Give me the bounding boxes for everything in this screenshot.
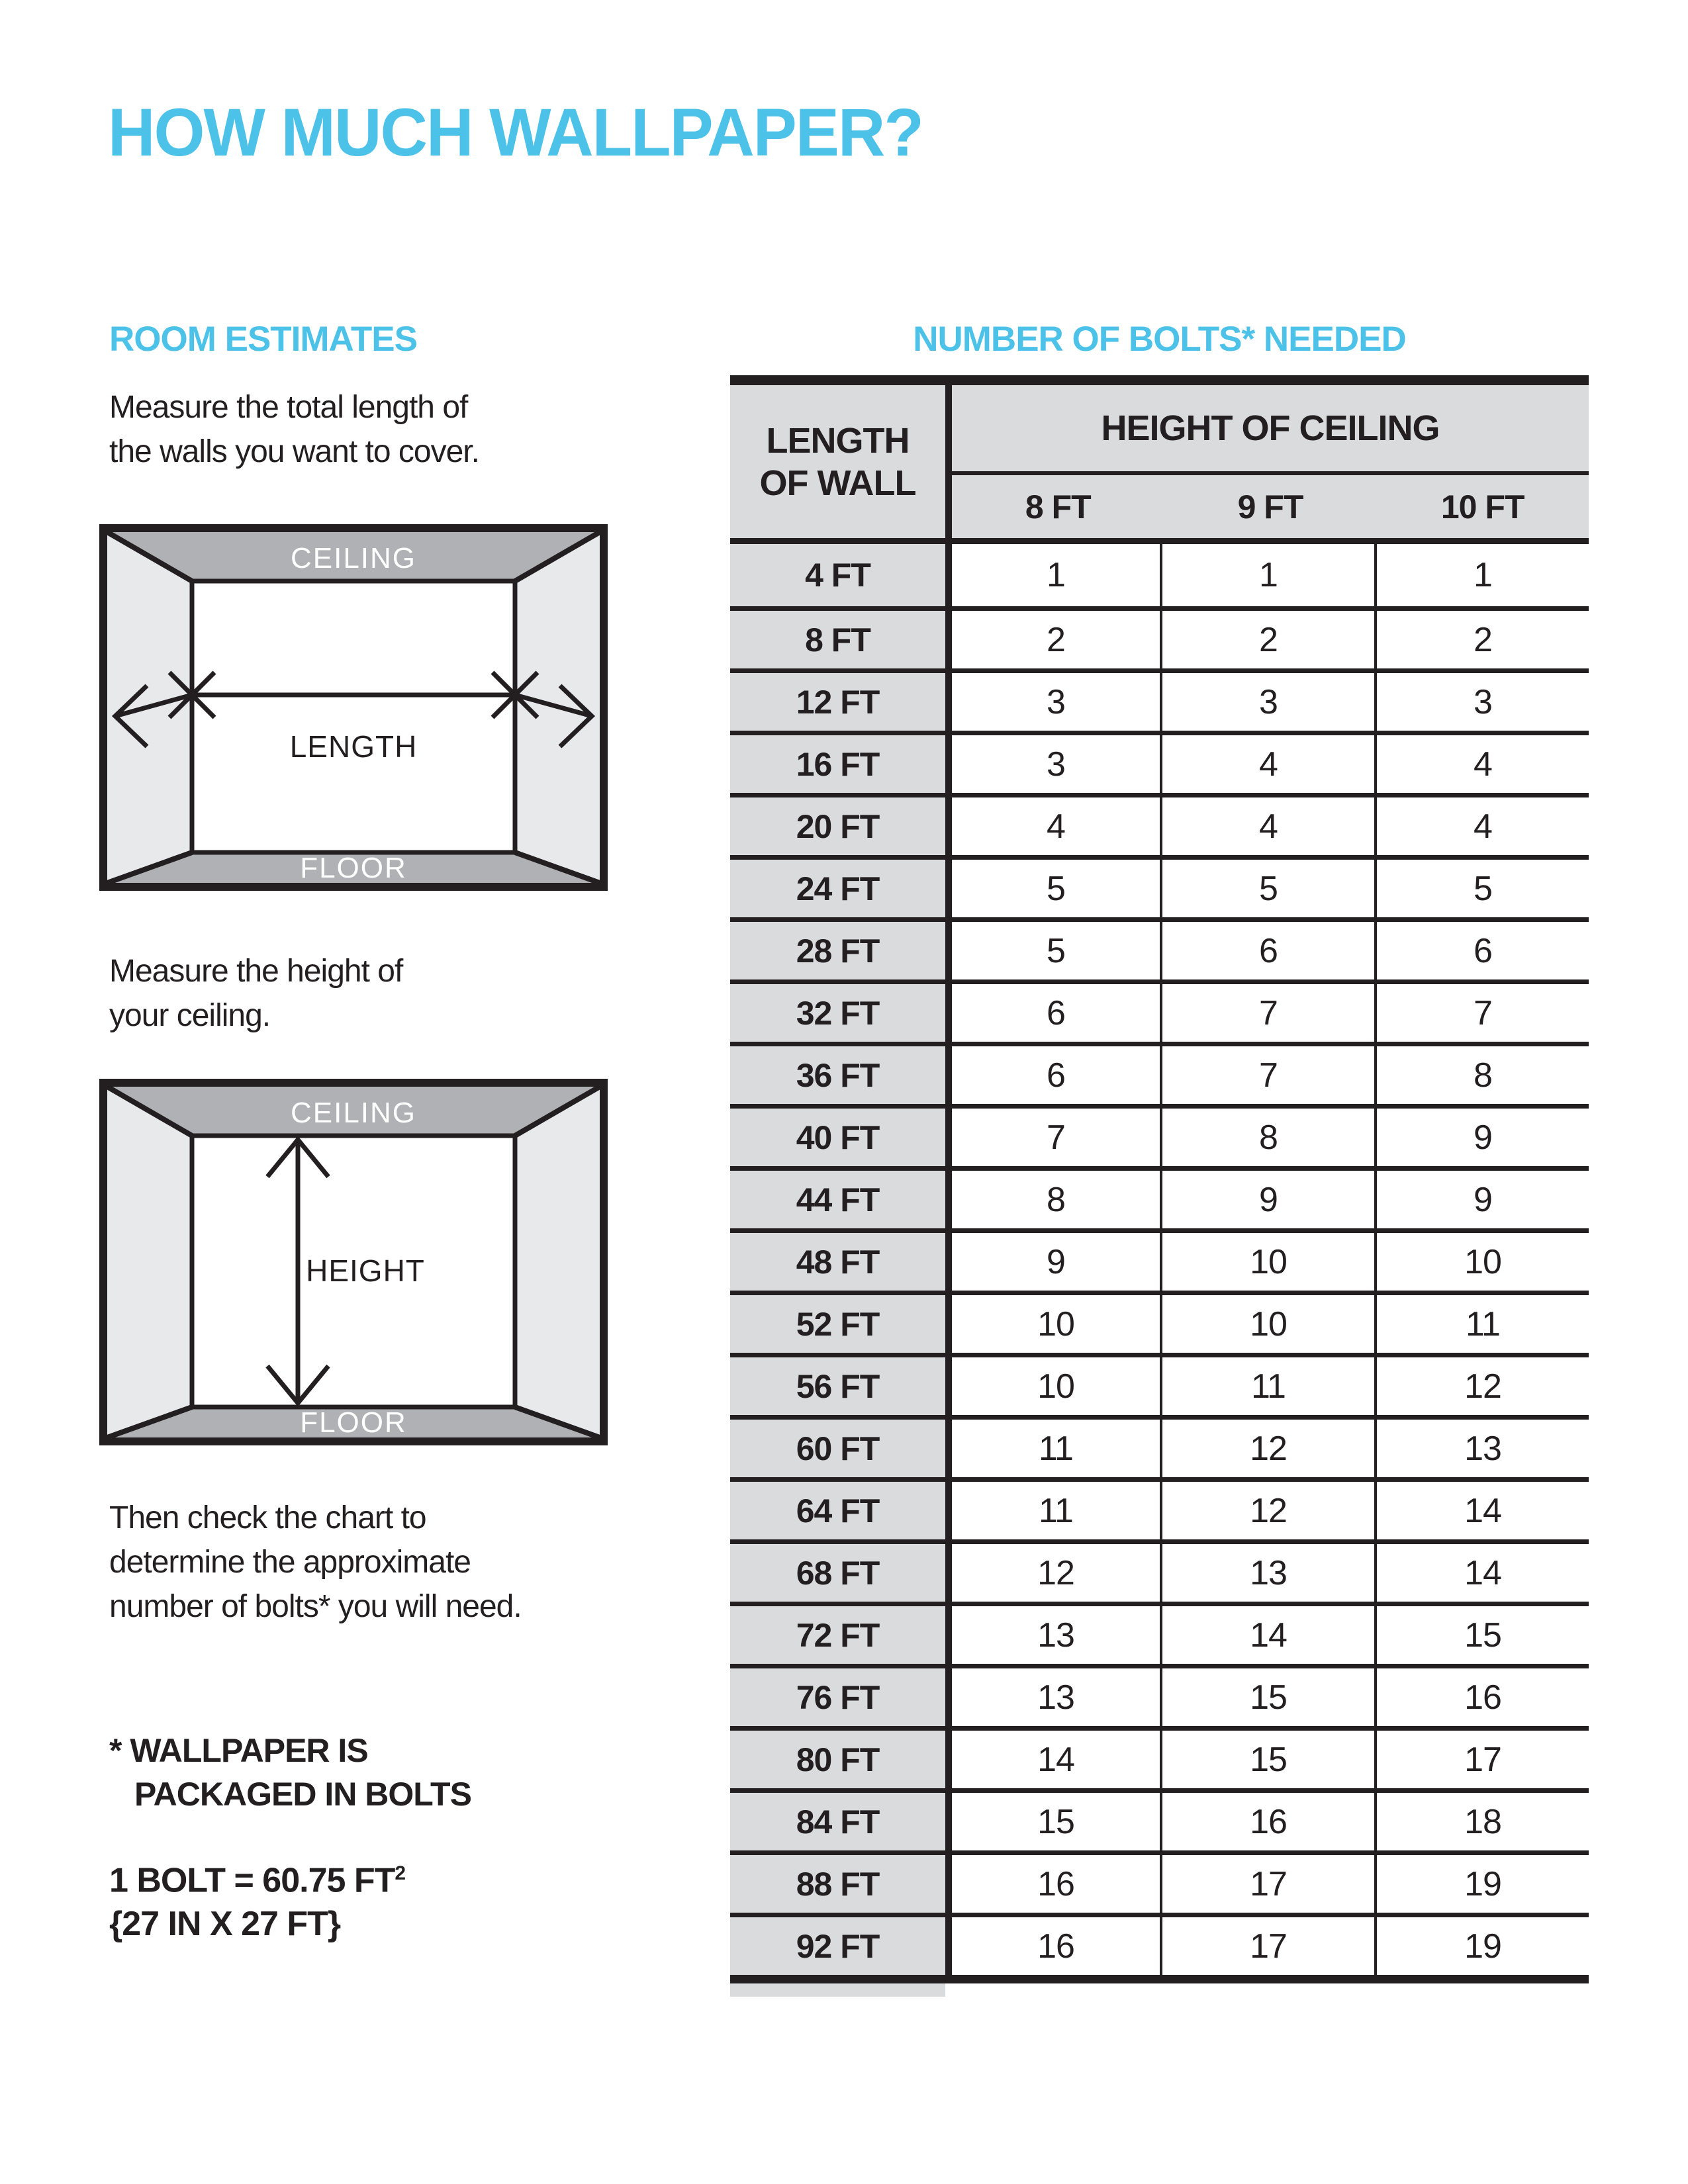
- bolt-count-cell: 1: [1160, 544, 1374, 606]
- bolt-equation-text: 1 BOLT = 60.75 FT: [109, 1861, 395, 1900]
- wall-length-cell: 44 FT: [730, 1171, 945, 1228]
- table-row: [730, 1291, 1589, 1353]
- bolt-count-cell: 7: [945, 1109, 1160, 1166]
- floor-label: FLOOR: [300, 1406, 407, 1439]
- bolt-count-cell: 3: [945, 735, 1160, 793]
- bolt-count-cell: 14: [1374, 1544, 1589, 1602]
- bolt-count-cell: 5: [945, 922, 1160, 979]
- bolt-count-cell: 15: [1160, 1731, 1374, 1788]
- bolt-dimensions: {27 IN X 27 FT}: [109, 1905, 341, 1944]
- bolt-count-cell: 4: [1374, 735, 1589, 793]
- bolt-count-cell: 16: [1374, 1668, 1589, 1726]
- wall-length-cell: 76 FT: [730, 1668, 945, 1726]
- ceiling-height-columns: [952, 475, 1589, 538]
- table-header: [730, 385, 1589, 544]
- wall-length-cell: 20 FT: [730, 797, 945, 855]
- step1-instruction: [109, 385, 479, 474]
- bolt-count-cell: 11: [1374, 1295, 1589, 1353]
- bolt-count-cell: 10: [945, 1295, 1160, 1353]
- bolt-count-cell: 7: [1160, 1046, 1374, 1104]
- bolt-count-cell: 6: [945, 1046, 1160, 1104]
- wall-length-cell: 8 FT: [730, 611, 945, 668]
- floor-label: FLOOR: [300, 852, 407, 884]
- bolt-equation: [109, 1852, 405, 1902]
- step3-instruction: [109, 1496, 522, 1629]
- wall-length-cell: 28 FT: [730, 922, 945, 979]
- bolt-count-cell: 15: [1160, 1668, 1374, 1726]
- bolt-count-cell: 13: [1160, 1544, 1374, 1602]
- bolt-count-cell: 2: [1160, 611, 1374, 668]
- bolt-count-cell: 17: [1374, 1731, 1589, 1788]
- table-row: [730, 793, 1589, 855]
- wall-length-cell: 24 FT: [730, 860, 945, 917]
- table-row: [730, 1042, 1589, 1104]
- table-row: [730, 1664, 1589, 1726]
- bolt-count-cell: 5: [1374, 860, 1589, 917]
- bolt-count-cell: 14: [945, 1731, 1160, 1788]
- bolts-needed-table: [730, 375, 1589, 1997]
- bolt-count-cell: 15: [1374, 1606, 1589, 1664]
- bolt-count-cell: 14: [1160, 1606, 1374, 1664]
- ceiling-label: CEILING: [290, 1097, 417, 1129]
- wall-length-cell: 16 FT: [730, 735, 945, 793]
- bolt-table-body: [730, 544, 1589, 1983]
- bolt-count-cell: 9: [1160, 1171, 1374, 1228]
- col-header-10ft: 10 FT: [1440, 488, 1524, 525]
- bolt-count-cell: 13: [945, 1606, 1160, 1664]
- length-of-wall-header: [730, 385, 945, 538]
- table-row: [730, 1602, 1589, 1664]
- bolts-needed-heading: NUMBER OF BOLTS* NEEDED: [913, 320, 1406, 359]
- table-row: [730, 917, 1589, 979]
- bolt-count-cell: 6: [1160, 922, 1374, 979]
- bolt-count-cell: 13: [1374, 1420, 1589, 1477]
- bolt-count-cell: 11: [945, 1420, 1160, 1477]
- bolt-count-cell: 4: [1160, 797, 1374, 855]
- bolt-count-cell: 6: [945, 984, 1160, 1042]
- wall-length-cell: 68 FT: [730, 1544, 945, 1602]
- wall-length-cell: 80 FT: [730, 1731, 945, 1788]
- bolt-count-cell: 10: [1374, 1233, 1589, 1291]
- bolt-count-cell: 4: [1160, 735, 1374, 793]
- wall-length-cell: 84 FT: [730, 1793, 945, 1850]
- wall-length-cell: 72 FT: [730, 1606, 945, 1664]
- bolt-count-cell: 10: [1160, 1233, 1374, 1291]
- length-of-wall-line2: OF WALL: [759, 463, 916, 503]
- page-title: HOW MUCH WALLPAPER?: [108, 95, 923, 170]
- bolt-count-cell: 1: [1374, 544, 1589, 606]
- height-of-ceiling-header-group: [945, 385, 1589, 538]
- table-bottom-stub: [730, 1983, 945, 1997]
- step1-line1: Measure the total length of: [109, 390, 468, 425]
- table-row: [730, 855, 1589, 917]
- wall-length-cell: 88 FT: [730, 1855, 945, 1913]
- length-of-wall-line1: LENGTH: [766, 420, 910, 461]
- height-label: HEIGHT: [306, 1253, 425, 1288]
- table-row: [730, 731, 1589, 793]
- room-length-diagram: [99, 524, 608, 891]
- bolt-count-cell: 8: [945, 1171, 1160, 1228]
- wall-length-cell: 92 FT: [730, 1917, 945, 1975]
- col-header-9ft: 9 FT: [1237, 488, 1303, 525]
- bolt-count-cell: 11: [1160, 1357, 1374, 1415]
- bolt-count-cell: 5: [945, 860, 1160, 917]
- table-row: [730, 544, 1589, 606]
- col-header-8ft: 8 FT: [1025, 488, 1091, 525]
- bolt-count-cell: 11: [945, 1482, 1160, 1539]
- wall-length-cell: 40 FT: [730, 1109, 945, 1166]
- left-wall-plane: [107, 1087, 192, 1437]
- bolt-count-cell: 6: [1374, 922, 1589, 979]
- bolt-count-cell: 9: [1374, 1171, 1589, 1228]
- height-of-ceiling-header: HEIGHT OF CEILING: [952, 385, 1589, 475]
- bolt-count-cell: 8: [1160, 1109, 1374, 1166]
- wall-length-cell: 36 FT: [730, 1046, 945, 1104]
- bolt-count-cell: 1: [945, 544, 1160, 606]
- length-label: LENGTH: [289, 729, 418, 764]
- bolt-count-cell: 3: [945, 673, 1160, 731]
- room-height-diagram: [99, 1079, 608, 1445]
- wall-length-cell: 4 FT: [730, 544, 945, 606]
- bolt-count-cell: 3: [1374, 673, 1589, 731]
- bolt-count-cell: 12: [1160, 1420, 1374, 1477]
- table-row: [730, 1913, 1589, 1975]
- step2-line2: your ceiling.: [109, 998, 271, 1033]
- bolt-count-cell: 2: [1374, 611, 1589, 668]
- bolt-count-cell: 12: [1160, 1482, 1374, 1539]
- bolt-count-cell: 9: [1374, 1109, 1589, 1166]
- bolt-count-cell: 17: [1160, 1917, 1374, 1975]
- table-top-bar: [730, 375, 1589, 385]
- bolt-count-cell: 2: [945, 611, 1160, 668]
- room-estimates-heading: ROOM ESTIMATES: [109, 320, 417, 359]
- bolt-count-cell: 17: [1160, 1855, 1374, 1913]
- step2-instruction: [109, 949, 402, 1038]
- bolt-count-cell: 12: [1374, 1357, 1589, 1415]
- table-row: [730, 1850, 1589, 1913]
- bolt-count-cell: 10: [945, 1357, 1160, 1415]
- wall-length-cell: 64 FT: [730, 1482, 945, 1539]
- table-row: [730, 606, 1589, 668]
- wall-length-cell: 12 FT: [730, 673, 945, 731]
- table-row: [730, 1539, 1589, 1602]
- table-row: [730, 1166, 1589, 1228]
- wall-length-cell: 32 FT: [730, 984, 945, 1042]
- table-row: [730, 1726, 1589, 1788]
- ceiling-label: CEILING: [290, 542, 417, 574]
- bolt-count-cell: 7: [1374, 984, 1589, 1042]
- wallpaper-bolts-footnote: [109, 1729, 471, 1816]
- bolt-count-cell: 13: [945, 1668, 1160, 1726]
- table-row: [730, 668, 1589, 731]
- bolt-count-cell: 19: [1374, 1917, 1589, 1975]
- wall-length-cell: 60 FT: [730, 1420, 945, 1477]
- footnote-line2: PACKAGED IN BOLTS: [134, 1776, 471, 1813]
- right-wall-plane: [515, 1087, 600, 1437]
- table-row: [730, 1477, 1589, 1539]
- step2-line1: Measure the height of: [109, 954, 403, 989]
- bolt-count-cell: 16: [945, 1917, 1160, 1975]
- bolt-count-cell: 16: [1160, 1793, 1374, 1850]
- bolt-count-cell: 18: [1374, 1793, 1589, 1850]
- table-row: [730, 1353, 1589, 1415]
- table-row: [730, 979, 1589, 1042]
- step1-line2: the walls you want to cover.: [109, 434, 479, 469]
- table-row: [730, 1104, 1589, 1166]
- bolt-count-cell: 16: [945, 1855, 1160, 1913]
- back-wall: [192, 581, 515, 852]
- bolt-size-info: [109, 1852, 405, 1946]
- table-row: [730, 1788, 1589, 1850]
- bolt-count-cell: 4: [1374, 797, 1589, 855]
- step3-line1: Then check the chart to: [109, 1500, 426, 1535]
- step3-line3: number of bolts* you will need.: [109, 1589, 522, 1624]
- bolt-count-cell: 10: [1160, 1295, 1374, 1353]
- bolt-equation-superscript: 2: [395, 1862, 406, 1884]
- footnote-line1: * WALLPAPER IS: [109, 1732, 368, 1769]
- bolt-count-cell: 7: [1160, 984, 1374, 1042]
- bolt-count-cell: 15: [945, 1793, 1160, 1850]
- bolt-count-cell: 8: [1374, 1046, 1589, 1104]
- table-row: [730, 1415, 1589, 1477]
- bolt-count-cell: 9: [945, 1233, 1160, 1291]
- wall-length-cell: 56 FT: [730, 1357, 945, 1415]
- wall-length-cell: 52 FT: [730, 1295, 945, 1353]
- bolt-count-cell: 3: [1160, 673, 1374, 731]
- bolt-count-cell: 12: [945, 1544, 1160, 1602]
- bolt-count-cell: 4: [945, 797, 1160, 855]
- step3-line2: determine the approximate: [109, 1545, 471, 1580]
- wall-length-cell: 48 FT: [730, 1233, 945, 1291]
- table-row: [730, 1228, 1589, 1291]
- bolt-count-cell: 19: [1374, 1855, 1589, 1913]
- bolt-count-cell: 5: [1160, 860, 1374, 917]
- bolt-count-cell: 14: [1374, 1482, 1589, 1539]
